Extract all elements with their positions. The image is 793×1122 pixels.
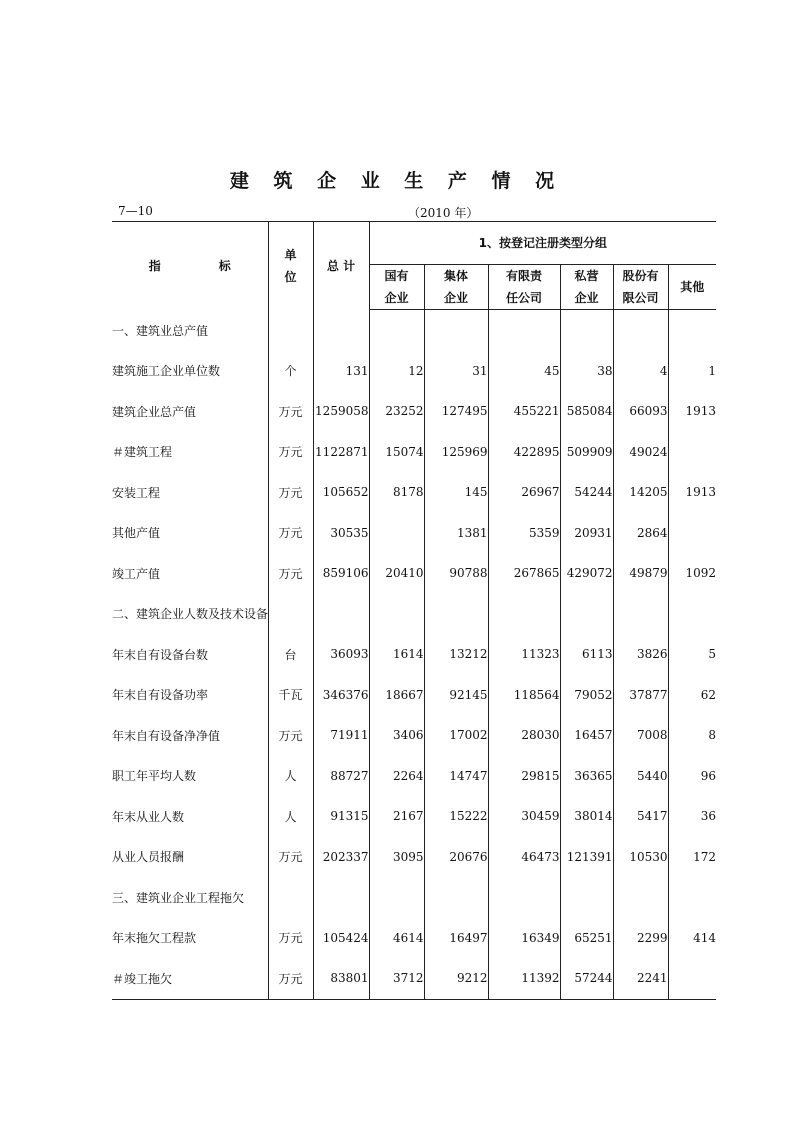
row-value <box>488 310 560 351</box>
page-title: 建 筑 企 业 生 产 情 况 <box>229 170 564 192</box>
row-value: 37877 <box>613 675 668 716</box>
row-value <box>668 432 716 473</box>
row-value: 5440 <box>613 756 668 797</box>
row-value: 2167 <box>369 796 424 837</box>
year-note: （2010 年） <box>408 206 479 220</box>
row-value <box>488 594 560 635</box>
row-value: 28030 <box>488 715 560 756</box>
row-label: 从业人员报酬 <box>112 850 185 865</box>
row-value: 79052 <box>560 675 613 716</box>
row-unit: 万元 <box>268 553 313 594</box>
row-value: 18667 <box>369 675 424 716</box>
row-value <box>613 877 668 918</box>
row-value: 7008 <box>613 715 668 756</box>
row-value: 127495 <box>424 391 488 432</box>
row-total-value: 346376 <box>313 675 369 716</box>
row-total-value: 30535 <box>313 513 369 554</box>
table-code: 7—10 <box>118 204 153 218</box>
row-value: 31 <box>424 351 488 392</box>
row-label: ＃竣工拖欠 <box>112 958 268 999</box>
row-value: 125969 <box>424 432 488 473</box>
table-row <box>112 756 716 797</box>
row-value: 36 <box>668 796 716 837</box>
row-label: ＃建筑工程 <box>112 445 173 460</box>
row-total-value: 71911 <box>313 715 369 756</box>
row-total-value: 105424 <box>313 918 369 959</box>
table-row <box>112 918 716 959</box>
row-value <box>424 877 488 918</box>
row-label: 年末从业人数 <box>112 809 185 824</box>
row-value: 145 <box>424 472 488 513</box>
row-total-value: 88727 <box>313 756 369 797</box>
table-row <box>112 877 716 918</box>
row-value: 5 <box>668 634 716 675</box>
row-unit: 万元 <box>268 513 313 554</box>
row-label: 年末拖欠工程款 <box>112 931 197 946</box>
row-value: 15074 <box>369 432 424 473</box>
row-total-value: 91315 <box>313 796 369 837</box>
row-value: 422895 <box>488 432 560 473</box>
row-value: 3095 <box>369 837 424 878</box>
row-value <box>369 594 424 635</box>
indicator-header <box>112 222 268 310</box>
row-total-value <box>313 594 369 635</box>
row-label: 年末自有设备台数 <box>112 647 209 662</box>
col-header-line: 股份有 <box>622 269 659 283</box>
row-value: 414 <box>668 918 716 959</box>
row-unit: 万元 <box>268 715 313 756</box>
row-value: 49024 <box>613 432 668 473</box>
row-label: 年末自有设备净净值 <box>112 728 221 743</box>
row-value: 20676 <box>424 837 488 878</box>
row-total-value: 131 <box>313 351 369 392</box>
row-value: 10530 <box>613 837 668 878</box>
row-value <box>668 594 716 635</box>
row-value: 46473 <box>488 837 560 878</box>
row-value: 1381 <box>424 513 488 554</box>
row-value: 455221 <box>488 391 560 432</box>
row-unit: 人 <box>268 796 313 837</box>
row-total-value: 105652 <box>313 472 369 513</box>
row-value: 23252 <box>369 391 424 432</box>
table-row <box>112 391 716 432</box>
row-total-value: 859106 <box>313 553 369 594</box>
col-header-line: 企业 <box>443 291 468 305</box>
table-row <box>112 958 716 999</box>
row-label: 二、建筑企业人数及技术设备 <box>112 607 269 622</box>
col-header-private <box>560 265 613 310</box>
row-unit: 人 <box>268 756 313 797</box>
row-value: 16349 <box>488 918 560 959</box>
col-header-line: 任公司 <box>505 291 542 305</box>
row-label: 年末自有设备功率 <box>112 688 209 703</box>
col-header-shareholding <box>613 265 668 310</box>
col-header-line: 限公司 <box>622 291 659 305</box>
row-value: 90788 <box>424 553 488 594</box>
row-value <box>560 594 613 635</box>
row-value: 11392 <box>488 958 560 999</box>
row-value <box>613 310 668 351</box>
unit-header <box>268 222 313 310</box>
row-label: 其他产值 <box>112 526 161 541</box>
row-total-value <box>313 877 369 918</box>
row-total-value <box>313 310 369 351</box>
col-header-collective <box>424 265 488 310</box>
table-row <box>112 351 716 392</box>
indicator-header-b: 标 <box>218 258 231 273</box>
statistics-table <box>112 221 716 1000</box>
row-value: 92145 <box>424 675 488 716</box>
row-value: 29815 <box>488 756 560 797</box>
row-value: 6113 <box>560 634 613 675</box>
row-value: 429072 <box>560 553 613 594</box>
col-header-limited-liability <box>488 265 560 310</box>
table-row <box>112 837 716 878</box>
row-unit: 万元 <box>268 837 313 878</box>
row-value: 4614 <box>369 918 424 959</box>
row-unit: 千瓦 <box>268 675 313 716</box>
row-value: 4 <box>613 351 668 392</box>
row-value: 267865 <box>488 553 560 594</box>
row-value: 9212 <box>424 958 488 999</box>
row-value: 3712 <box>369 958 424 999</box>
col-header-line: 企业 <box>384 291 409 305</box>
row-value: 14747 <box>424 756 488 797</box>
row-value: 57244 <box>560 958 613 999</box>
row-value: 172 <box>668 837 716 878</box>
row-unit <box>268 594 313 635</box>
row-value <box>560 877 613 918</box>
row-value: 26967 <box>488 472 560 513</box>
table-row <box>112 472 716 513</box>
row-value <box>424 310 488 351</box>
row-label: 竣工产值 <box>112 566 161 581</box>
row-value: 16497 <box>424 918 488 959</box>
row-value: 118564 <box>488 675 560 716</box>
row-label: 三、建筑业企业工程拖欠 <box>112 890 245 905</box>
col-header-other <box>668 265 716 310</box>
row-unit: 台 <box>268 634 313 675</box>
row-unit: 万元 <box>268 918 313 959</box>
row-value: 8178 <box>369 472 424 513</box>
row-unit <box>268 877 313 918</box>
row-value: 17002 <box>424 715 488 756</box>
col-header-line: 有限责 <box>505 269 542 283</box>
row-value: 65251 <box>560 918 613 959</box>
row-total-value: 1122871 <box>313 432 369 473</box>
row-value: 1913 <box>668 472 716 513</box>
row-value: 1092 <box>668 553 716 594</box>
row-value: 36365 <box>560 756 613 797</box>
row-value <box>488 877 560 918</box>
row-total-value: 202337 <box>313 837 369 878</box>
row-value <box>668 877 716 918</box>
table-row <box>112 513 716 554</box>
row-total-value: 83801 <box>313 958 369 999</box>
table-row <box>112 715 716 756</box>
row-value <box>369 310 424 351</box>
row-value <box>668 513 716 554</box>
row-value: 2264 <box>369 756 424 797</box>
row-value: 96 <box>668 756 716 797</box>
total-header: 总 计 <box>313 222 369 310</box>
row-value <box>369 513 424 554</box>
row-value: 11323 <box>488 634 560 675</box>
col-header-line: 企业 <box>574 291 599 305</box>
table-row <box>112 310 716 351</box>
col-header-line: 其他 <box>680 280 705 294</box>
row-value: 30459 <box>488 796 560 837</box>
table-body <box>112 310 716 1000</box>
table-row <box>112 553 716 594</box>
row-value: 1 <box>668 351 716 392</box>
row-value <box>369 877 424 918</box>
row-value: 13212 <box>424 634 488 675</box>
row-value: 509909 <box>560 432 613 473</box>
col-header-line: 国有 <box>384 269 409 283</box>
row-value: 3406 <box>369 715 424 756</box>
group-header: 1、按登记注册类型分组 <box>369 222 716 265</box>
col-header-state-owned <box>369 265 424 310</box>
row-value: 5359 <box>488 513 560 554</box>
row-unit: 万元 <box>268 432 313 473</box>
row-unit: 万元 <box>268 958 313 999</box>
row-value: 2864 <box>613 513 668 554</box>
row-value: 16457 <box>560 715 613 756</box>
unit-header-b: 位 <box>284 269 297 284</box>
row-value: 2299 <box>613 918 668 959</box>
row-value: 54244 <box>560 472 613 513</box>
row-total-value: 36093 <box>313 634 369 675</box>
row-value <box>560 310 613 351</box>
table-row <box>112 796 716 837</box>
row-value: 121391 <box>560 837 613 878</box>
row-value: 14205 <box>613 472 668 513</box>
row-label: 安装工程 <box>112 485 161 500</box>
table-row <box>112 594 716 635</box>
row-value: 49879 <box>613 553 668 594</box>
row-value: 20410 <box>369 553 424 594</box>
row-value: 2241 <box>613 958 668 999</box>
row-value <box>424 594 488 635</box>
row-value <box>613 594 668 635</box>
row-value: 12 <box>369 351 424 392</box>
row-value: 15222 <box>424 796 488 837</box>
table-row <box>112 634 716 675</box>
row-label: 职工年平均人数 <box>112 769 197 784</box>
row-value: 66093 <box>613 391 668 432</box>
table-row <box>112 675 716 716</box>
row-unit: 万元 <box>268 391 313 432</box>
col-header-line: 集体 <box>443 269 468 283</box>
row-value <box>668 310 716 351</box>
col-header-line: 私营 <box>574 269 599 283</box>
indicator-header-a: 指 <box>148 258 161 273</box>
row-value: 585084 <box>560 391 613 432</box>
row-label: 建筑施工企业单位数 <box>112 364 221 379</box>
row-total-value: 1259058 <box>313 391 369 432</box>
row-unit: 万元 <box>268 472 313 513</box>
table-row <box>112 432 716 473</box>
row-label: 一、建筑业总产值 <box>112 323 209 338</box>
row-label: 建筑企业总产值 <box>112 404 197 419</box>
row-value: 38 <box>560 351 613 392</box>
unit-header-a: 单 <box>284 247 297 262</box>
row-value: 1614 <box>369 634 424 675</box>
row-value: 8 <box>668 715 716 756</box>
row-value: 3826 <box>613 634 668 675</box>
row-value: 5417 <box>613 796 668 837</box>
row-unit <box>268 310 313 351</box>
row-value: 20931 <box>560 513 613 554</box>
row-unit: 个 <box>268 351 313 392</box>
row-value: 45 <box>488 351 560 392</box>
row-value <box>668 958 716 999</box>
row-value: 38014 <box>560 796 613 837</box>
row-value: 62 <box>668 675 716 716</box>
row-value: 1913 <box>668 391 716 432</box>
